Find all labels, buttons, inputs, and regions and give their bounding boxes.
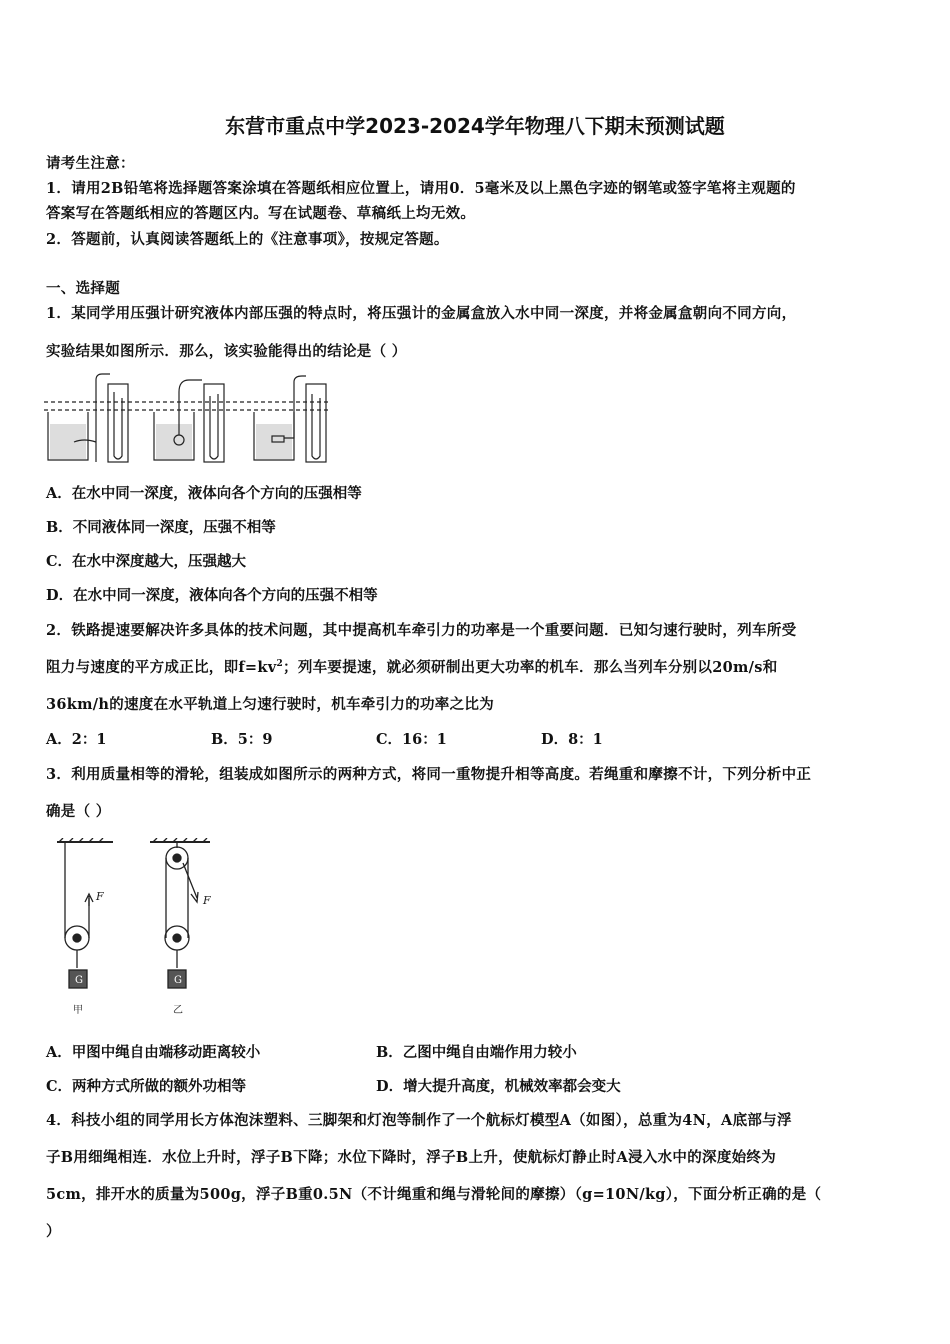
question-text: 3．利用质量相等的滑轮，组装成如图所示的两种方式，将同一重物提升相等高度。若绳重和摩擦不计，下列分析中正 bbox=[46, 766, 812, 783]
section-heading: 一、选择题 bbox=[46, 280, 120, 297]
figure-label-left: 甲 bbox=[73, 1005, 83, 1016]
option-b: B．不同液体同一深度，压强不相等 bbox=[46, 519, 276, 536]
option-c: C．在水中深度越大，压强越大 bbox=[46, 553, 247, 570]
force-label: F bbox=[96, 890, 104, 903]
option-c: C．两种方式所做的额外功相等 bbox=[46, 1078, 247, 1095]
option-a: A．在水中同一深度，液体向各个方向的压强相等 bbox=[46, 485, 362, 502]
question-text: 4．科技小组的同学用长方体泡沫塑料、三脚架和灯泡等制作了一个航标灯模型A（如图），总重为4N，A底部与浮 bbox=[46, 1112, 792, 1129]
notice-heading: 请考生注意： bbox=[46, 155, 135, 172]
question-text: 5cm，排开水的质量为500g，浮子B重0.5N（不计绳重和绳与滑轮间的摩擦）（g=10N/kg），下面分析正确的是（ bbox=[46, 1186, 822, 1203]
page-title: 东营市重点中学2023-2024学年物理八下期末预测试题 bbox=[225, 114, 725, 138]
question-text: 阻力与速度的平方成正比，即$f=kv^2$；列车要提速，就必须研制出更大功率的机车．那么当列车分别以20m/s和 bbox=[46, 659, 778, 676]
question-text: 36km/h的速度在水平轨道上匀速行驶时，机车牵引力的功率之比为 bbox=[46, 696, 495, 713]
question-text: 2．铁路提速要解决许多具体的技术问题，其中提高机车牵引力的功率是一个重要问题．已知匀速行驶时，列车所受 bbox=[46, 622, 797, 639]
weight-label: G bbox=[174, 975, 182, 986]
option-b: B．5：9 bbox=[211, 731, 273, 748]
weight-label: G bbox=[75, 975, 83, 986]
option-a: A．2：1 bbox=[46, 731, 107, 748]
question-text: 实验结果如图所示．那么，该实验能得出的结论是（ ） bbox=[46, 343, 407, 360]
notice-line: 2．答题前，认真阅读答题纸上的《注意事项》，按规定答题。 bbox=[46, 231, 449, 248]
question-text: 子B用细绳相连．水位上升时，浮子B下降；水位下降时，浮子B上升，使航标灯静止时A浸入水中的深度始终为 bbox=[46, 1149, 777, 1166]
question-text: ） bbox=[46, 1223, 61, 1240]
notice-line: 答案写在答题纸相应的答题区内。写在试题卷、草稿纸上均无效。 bbox=[46, 205, 476, 222]
option-b: B．乙图中绳自由端作用力较小 bbox=[376, 1044, 577, 1061]
pressure-gauge-figure bbox=[44, 372, 334, 464]
notice-line: 1．请用2B铅笔将选择题答案涂填在答题纸相应位置上，请用0．5毫米及以上黑色字迹的钢笔或签字笔将主观题的 bbox=[46, 180, 796, 197]
force-label: F bbox=[203, 894, 211, 907]
pulley-figure bbox=[55, 838, 225, 1023]
option-c: C．16：1 bbox=[376, 731, 447, 748]
option-d: D．增大提升高度，机械效率都会变大 bbox=[376, 1078, 621, 1095]
option-d: D．8：1 bbox=[541, 731, 603, 748]
option-a: A．甲图中绳自由端移动距离较小 bbox=[46, 1044, 261, 1061]
question-text: 1．某同学用压强计研究液体内部压强的特点时，将压强计的金属盒放入水中同一深度，并将金属盒朝向不同方向， bbox=[46, 305, 797, 322]
question-text: 确是（ ） bbox=[46, 803, 111, 820]
figure-label-right: 乙 bbox=[173, 1005, 183, 1016]
option-d: D．在水中同一深度，液体向各个方向的压强不相等 bbox=[46, 587, 378, 604]
